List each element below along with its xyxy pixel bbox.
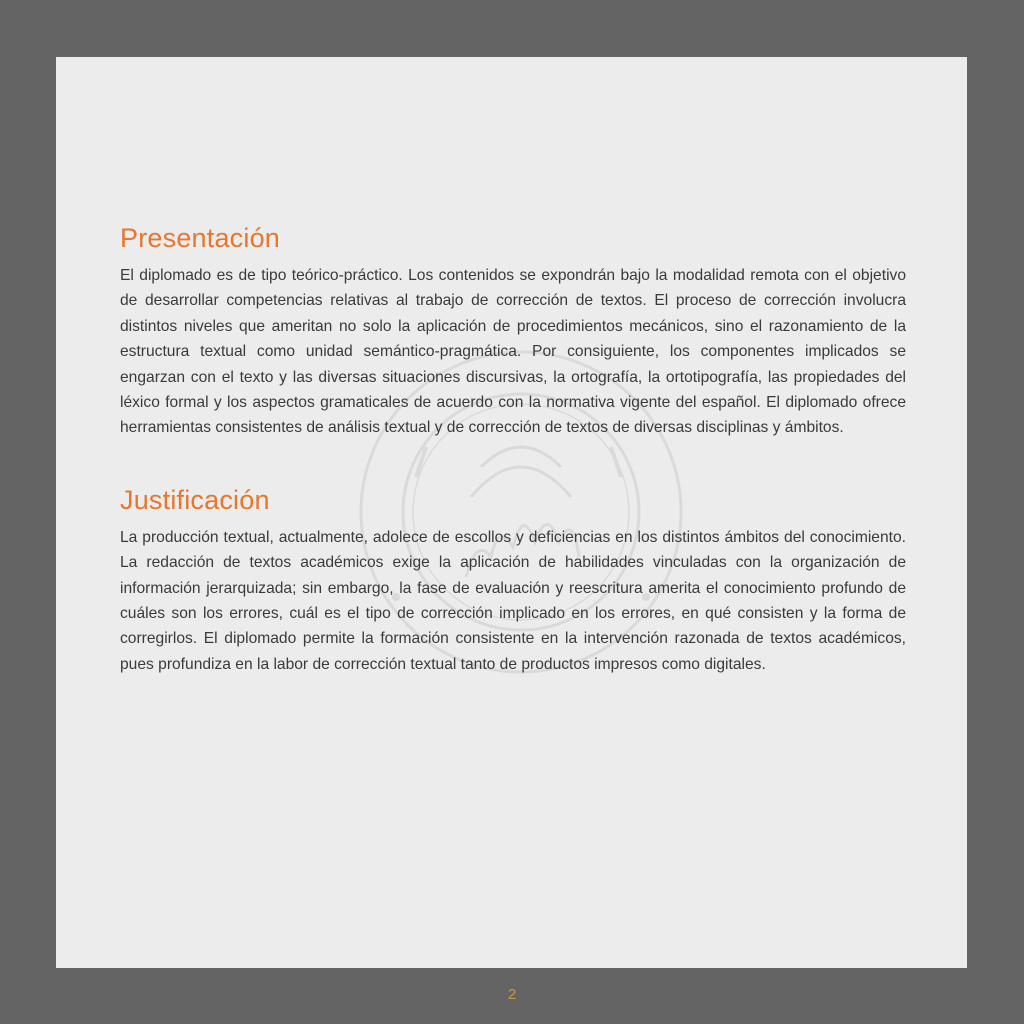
section-body: El diplomado es de tipo teórico-práctico. Los contenidos se expondrán bajo la modalidad remota con el objetivo de desarrollar competencias relativas al trabajo de corrección de textos. El proceso de corrección involucra distintos niveles que ameritan no solo la aplicación de procedimientos mecánicos, sino el razonamiento de la estructura textual como unidad semántico-pragmática. Por consiguiente, los componentes implicados se engarzan con el texto y las diversas situaciones discursivas, la ortografía, la ortotipografía, las propiedades del léxico formal y los aspectos gramaticales de acuerdo con la normativa vigente del español. El diplomado ofrece herramientas consistentes de análisis textual y de corrección de textos de diversas disciplinas y ámbitos. (120, 267, 906, 437)
section-body: La producción textual, actualmente, adolece de escollos y deficiencias en los distintos ámbitos del conocimiento. La redacción de textos académicos exige la aplicación de habilidades vinculadas con la organización de información jerarquizada; sin embargo, la fase de evaluación y reescritura amerita el conocimiento profundo de cuáles son los errores, cuál es el tipo de corrección implicado en los errores, en qué consisten y la forma de corregirlos. El diplomado permite la formación consistente en la intervención razonada de textos académicos, pues profundiza en la labor de corrección textual tanto de productos impresos como digitales. (120, 528, 906, 673)
section-presentacion (120, 221, 906, 441)
section-title: Presentación (120, 223, 280, 253)
section-justificacion (120, 483, 906, 677)
main-content (120, 221, 906, 677)
document-page (56, 57, 967, 968)
page-number: 2 (507, 986, 517, 1003)
section-title: Justificación (120, 484, 270, 515)
